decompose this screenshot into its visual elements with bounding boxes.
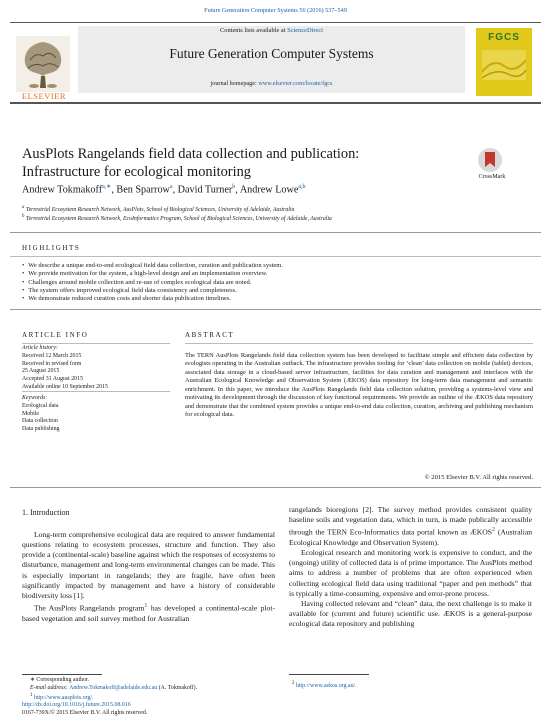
paragraph-text: (Australian Ecological Knowledge and Observation System). (289, 527, 533, 547)
highlights-heading-rule (10, 256, 541, 257)
copyright-notice: © 2015 Elsevier B.V. All rights reserved. (424, 474, 533, 481)
intro-paragraph (289, 505, 532, 548)
abstract-heading: ABSTRACT (185, 331, 235, 339)
footnote-number: 2 (292, 681, 295, 686)
author-affiliation-marker[interactable]: a,∗ (102, 184, 112, 190)
history-entry: 25 August 2015 (22, 368, 60, 375)
aekos-url-link[interactable]: http://www.aekos.org.au/. (295, 682, 357, 689)
journal-cover-title: FGCS (488, 32, 520, 43)
header-top-rule (10, 22, 541, 23)
crossmark-label: CrossMark (478, 174, 506, 180)
journal-reference-link[interactable]: Future Generation Computer Systems 56 (2016) 537–549 (204, 7, 347, 14)
affiliation-text: Terrestrial Ecosystem Research Network, EcoInformatics Program, School of Biological Sciences, University of Adelaide, Australia (25, 215, 332, 222)
publisher-wordmark: ELSEVIER (21, 91, 67, 101)
author-separator: , (111, 184, 117, 196)
author-list (22, 183, 522, 195)
article-info-heading: ARTICLE INFO (22, 331, 89, 339)
author-separator: , (235, 184, 240, 196)
history-entry: Available online 10 September 2015 (22, 383, 108, 390)
keyword: Mobile (22, 410, 40, 417)
paragraph-text: rangelands bioregions [2]. The survey method provides consistent quality baseline soils and vegetation data, which in turn, is made publically accessible through the TERN Eco-Informatics data portal known as ÆKOS (289, 505, 532, 537)
section-heading-introduction: 1. Introduction (22, 508, 70, 517)
author-separator: , (172, 184, 178, 196)
sciencedirect-link[interactable]: ScienceDirect (287, 27, 323, 34)
footnote-number: 1 (30, 693, 33, 699)
abstract-rule (185, 343, 533, 344)
contents-prefix: Contents lists available at (220, 27, 288, 34)
highlight-item: • We describe a unique end-to-end ecological field data collection, curation and publication system. (22, 262, 537, 270)
author-name[interactable]: Andrew Lowe (239, 184, 299, 196)
article-history-label: Article history: (22, 345, 58, 351)
email-note (30, 685, 275, 693)
intro-paragraph: Ecological research and monitoring work is expensive to conduct, and the (ongoing) utility of collected data is of prime importance. The AusPlots method aims to address a number of problems that are often experienced when collecting ecological field data using traditional “paper and pen methods” that is typically a time-consuming, expensive and error-prone process. (289, 548, 532, 598)
history-entry: Received 12 March 2015 (22, 352, 82, 359)
journal-homepage-link[interactable]: www.elsevier.com/locate/fgcs (258, 80, 333, 87)
footnote-marker[interactable]: 1 (144, 602, 148, 610)
highlights-list (22, 262, 537, 303)
journal-cover-artwork (482, 50, 526, 80)
footnotes-left (30, 677, 275, 703)
contents-line (78, 27, 465, 34)
author-affiliation-marker[interactable]: b (232, 184, 236, 190)
highlights-top-rule (10, 232, 541, 233)
author-name[interactable]: Andrew Tokmakoff (22, 184, 103, 196)
ausplots-url-link[interactable]: http://www.ausplots.org/. (33, 695, 94, 702)
paragraph-text: The AusPlots Rangelands program (34, 603, 145, 613)
footnote-2 (292, 680, 532, 691)
issn-line: 0167-739X/© 2015 Elsevier B.V. All rights reserved. (22, 709, 148, 716)
keyword: Data collection (22, 418, 58, 425)
highlight-item: • The system offers improved ecological field data consistency and completeness. (22, 287, 537, 295)
intro-paragraph: Having collected relevant and “clean” data, the next challenge is to make it available for (current and future) scientific use. ÆKOS is a general-purpose ecological data repository and publishing (289, 598, 532, 629)
paragraph-text: has developed a continental-scale plot-based vegetation and soil survey method for Australian (22, 603, 275, 623)
abstract-bottom-rule (10, 487, 541, 488)
abstract-text: The TERN AusPlots Rangelands field data collection system has been developed to facilitate simple and efficient data collection by ecologists operating in the Australian outback. The infrastructure provides tooling for ‘clean’ data collection on mobile (tablet) devices, associated data storage in a cloud-based server infrastructure, facilities for data curation and management and interfaces with the Australian Ecological Knowledge and Observation System (ÆKOS) data repository for long-term data management and semantic enrichment. In this paper, we introduce the AusPlots Rangelands field data collection solution, providing a systems-level view and motivating its development through the discussion of key functional requirements. We provide an outline of the ÆKOS data repository and demonstrate that the combined system provides a unique end-to-end data collection, curation, archiving and publishing mechanism for ecological data. (185, 352, 533, 419)
intro-right-column (289, 505, 532, 629)
corresponding-author-note: ∗ Corresponding author. (30, 677, 90, 683)
author-name[interactable]: Ben Sparrow (116, 184, 170, 196)
intro-paragraph (22, 601, 275, 624)
crossmark-icon[interactable] (477, 147, 503, 173)
article-info-rule (22, 343, 170, 344)
intro-left-column (22, 530, 275, 624)
article-history (22, 345, 162, 392)
article-title-line-1: AusPlots Rangelands field data collection and publication: (22, 146, 360, 162)
author-affiliation-marker[interactable]: a (169, 184, 173, 190)
article-title (22, 145, 452, 181)
keywords (22, 395, 162, 434)
keyword: Data publishing (22, 426, 60, 433)
footnote-marker[interactable]: 2 (491, 526, 496, 534)
affiliation-b (22, 214, 542, 222)
affiliation-a (22, 205, 542, 213)
doi-block (22, 702, 322, 717)
author-name[interactable]: David Turner (177, 184, 233, 196)
journal-homepage-line (78, 80, 465, 87)
highlight-item: • Challenges around mobile collection and re-use of complex ecological data are noted. (22, 279, 537, 287)
homepage-prefix: journal homepage: (210, 80, 259, 87)
history-entry: Received in revised form (22, 360, 82, 367)
keyword: Ecological data (22, 402, 59, 409)
footnote-rule-right (289, 674, 369, 675)
affiliation-text: Terrestrial Ecosystem Research Network, AusPlots, School of Biological Sciences, University of Adelaide, Australia (25, 206, 295, 213)
keywords-rule (22, 391, 170, 392)
elsevier-tree-logo (16, 36, 70, 92)
email-link[interactable]: Andrew.Tokmakoff@adelaide.edu.au (69, 684, 158, 691)
affiliation-marker: b (22, 214, 25, 219)
intro-paragraph: Long-term comprehensive ecological data are required to answer fundamental questions relating to ecosystem processes, structure and function. They also provide a (continental-scale) baseline against which the responses of ecosystems to disturbance, management and long-term environmental changes can be made. This is especially important in rangelands; they are fragile, have often been significantly impacted by management and have a history of considerable biodiversity loss [1]. (22, 530, 275, 600)
email-suffix: (A. Tokmakoff). (157, 684, 198, 691)
doi-link[interactable]: http://dx.doi.org/10.1016/j.future.2015.08.016 (22, 702, 131, 708)
highlights-bottom-rule (10, 309, 541, 310)
footnote-rule-left (22, 674, 102, 675)
keywords-label: Keywords: (22, 395, 48, 401)
article-title-line-2: Infrastructure for ecological monitoring (22, 164, 251, 180)
affiliation-marker: a (22, 205, 25, 210)
history-entry: Accepted 31 August 2015 (22, 376, 84, 383)
author-affiliation-marker[interactable]: a,b (298, 184, 306, 190)
header-bottom-rule (10, 102, 541, 104)
email-label: E-mail address: (30, 684, 70, 691)
highlight-item: • We demonstrate reduced curation costs and shorter data publication timelines. (22, 295, 537, 303)
highlights-heading: HIGHLIGHTS (22, 244, 81, 252)
highlight-item: • We provide motivation for the system, a high-level design and an implementation overview. (22, 270, 537, 278)
journal-title: Future Generation Computer Systems (169, 46, 374, 61)
